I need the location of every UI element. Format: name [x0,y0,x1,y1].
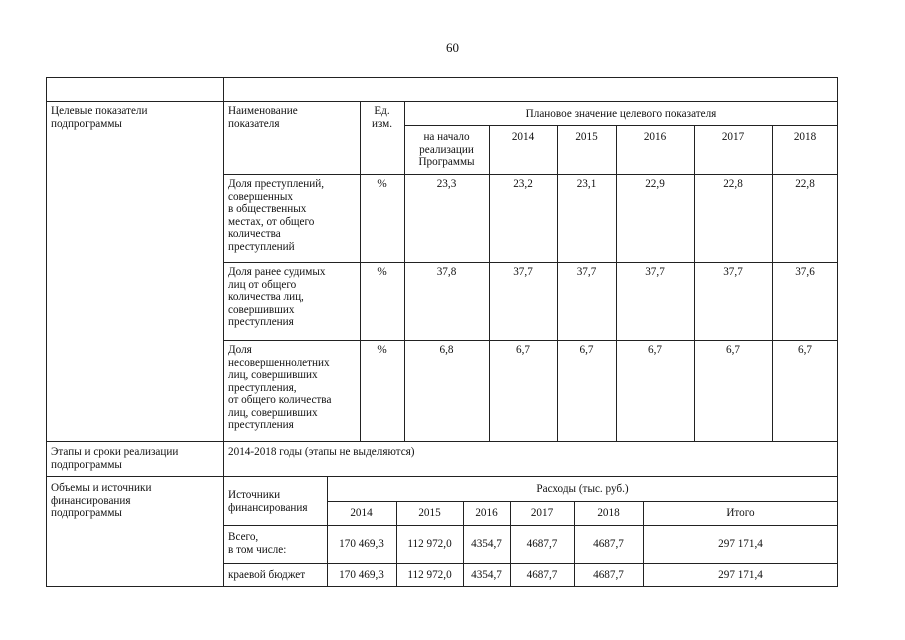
funding-source-header: Источники финансирования [228,489,308,514]
table-border-left [46,77,47,587]
indicator-value: 37,7 [576,266,597,278]
year-header: 2017 [721,131,745,143]
page-number: 60 [446,40,459,55]
funding-value: 4687,7 [526,569,558,581]
targets-col-divider [557,125,558,441]
targets-row-divider [223,262,838,263]
funding-value: 112 972,0 [407,538,452,550]
indicator-name: Доля несовершеннолетних лиц, совершивших преступления, от общего количества лиц, совершивших преступления [228,344,332,431]
indicator-name: Доля ранее судимых лиц от общего количества лиц, совершивших преступления [228,266,326,328]
indicator-unit: % [377,344,387,356]
indicator-value: 37,6 [795,266,815,278]
plan-value-header: Плановое значение целевого показателя [525,108,717,120]
section-separator-targets [46,441,838,442]
top-row-separator [46,101,838,102]
year-header: 2018 [793,131,817,143]
indicator-value: 22,9 [645,178,665,190]
unit-header: Ед. изм. [371,105,393,130]
funding-year-header: 2016 [475,507,498,519]
table-border-bottom [46,586,838,587]
funding-value: 4354,7 [471,538,502,550]
funding-section-label: Объемы и источники финансирования подпрограммы [51,482,152,519]
targets-section-label: Целевые показатели подпрограммы [51,105,148,130]
indicator-value: 37,7 [723,266,743,278]
label-column-divider [223,77,224,587]
funding-source: Всего, в том числе: [228,531,287,556]
targets-col-divider [694,125,695,441]
funding-value: 170 469,3 [339,538,384,550]
indicator-value: 22,8 [723,178,743,190]
funding-year-header: 2015 [418,507,441,519]
indicator-value: 6,7 [798,344,812,356]
indicator-value: 6,7 [516,344,530,356]
funding-year-header: 2017 [530,507,554,519]
indicator-value: 37,7 [513,266,533,278]
funding-total-header: Итого [726,507,755,519]
funding-row-divider [223,563,838,564]
table-border-top [46,77,838,78]
targets-col-divider [616,125,617,441]
funding-value: 4687,7 [593,538,624,550]
funding-value: 112 972,0 [407,569,452,581]
funding-row-divider [327,501,838,502]
funding-total: 297 171,4 [718,538,763,550]
targets-row-divider [223,174,838,175]
indicator-unit: % [377,266,387,278]
funding-source: краевой бюджет [228,569,306,581]
stages-value: 2014-2018 годы (этапы не выделяются) [228,446,415,458]
year-header: 2016 [643,131,667,143]
funding-value: 4687,7 [526,538,558,550]
indicator-value: 6,7 [726,344,740,356]
indicator-name-header: Наименование показателя [228,105,298,130]
indicator-value: 37,7 [645,266,665,278]
stages-section-label: Этапы и сроки реализации подпрограммы [51,446,179,471]
funding-row-divider [223,525,838,526]
funding-value: 170 469,3 [339,569,384,581]
targets-row-divider [223,340,838,341]
funding-value: 4687,7 [593,569,624,581]
start-of-program-header: на начало реализации Программы [418,131,475,168]
section-separator-stages [46,476,838,477]
funding-year-header: 2018 [597,507,620,519]
funding-value: 4354,7 [471,569,502,581]
targets-col-divider [489,125,490,441]
indicator-start-value: 37,8 [436,266,457,278]
indicator-name: Доля преступлений, совершенных в общественных местах, от общего количества преступлений [228,178,325,253]
targets-col-divider [772,125,773,441]
indicator-value: 6,7 [648,344,662,356]
expenses-header: Расходы (тыс. руб.) [536,483,629,495]
indicator-value: 22,8 [795,178,815,190]
targets-row-divider [404,125,838,126]
year-header: 2015 [575,131,598,143]
indicator-value: 23,1 [576,178,597,190]
indicator-value: 6,7 [579,344,594,356]
indicator-unit: % [377,178,387,190]
funding-year-header: 2014 [350,507,373,519]
indicator-start-value: 6,8 [439,344,454,356]
funding-total: 297 171,4 [718,569,763,581]
year-header: 2014 [511,131,535,143]
passport-table [46,77,838,587]
indicator-value: 23,2 [513,178,533,190]
indicator-start-value: 23,3 [436,178,457,190]
